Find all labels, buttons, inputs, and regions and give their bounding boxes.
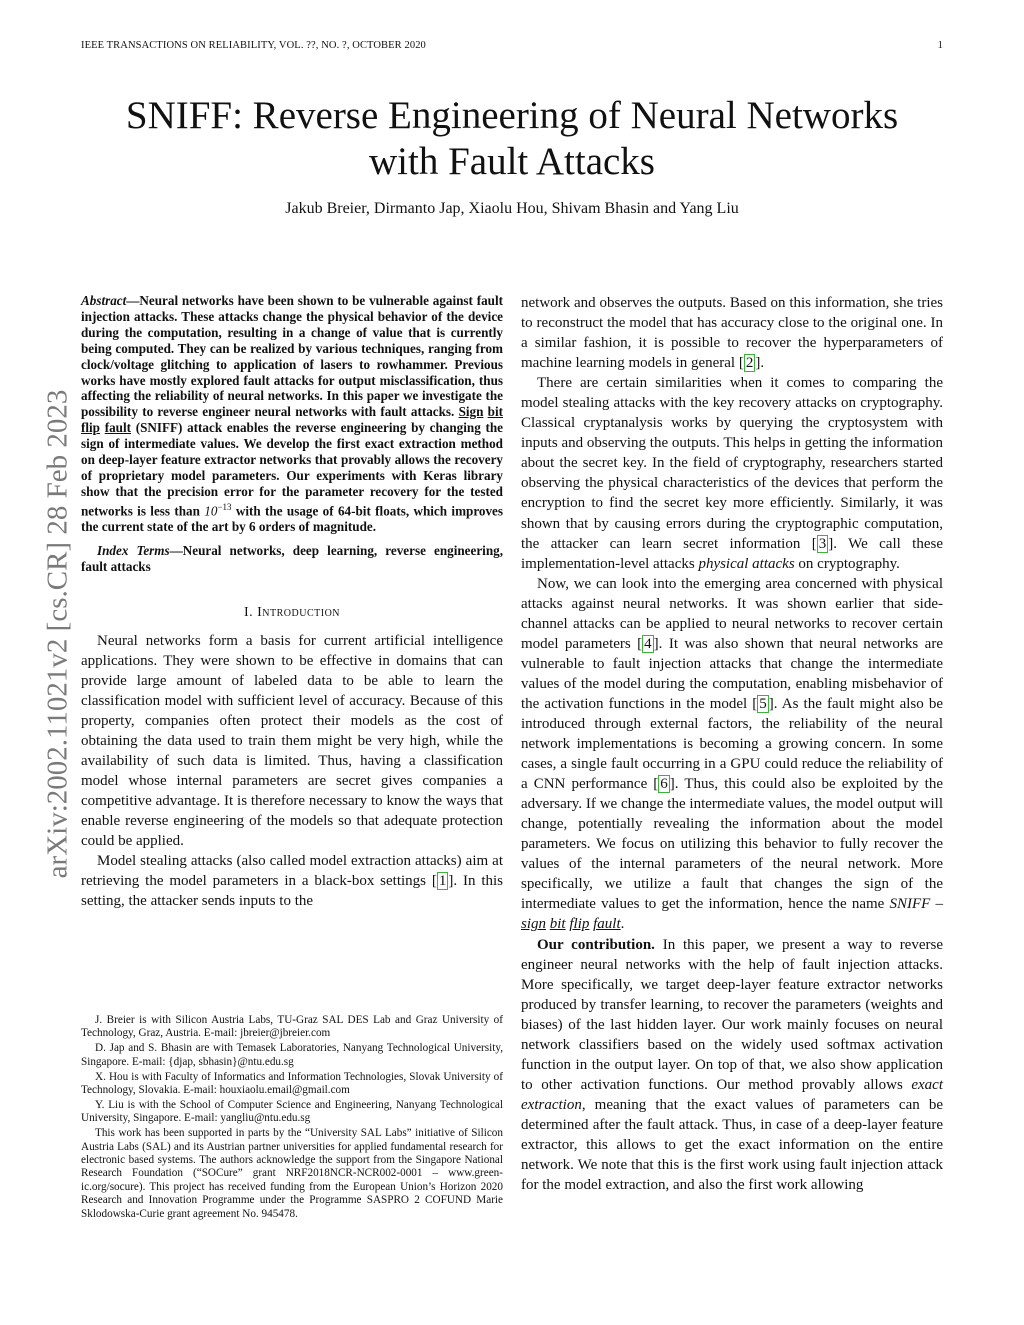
footnote-liu: Y. Liu is with the School of Computer Science and Engineering, Nanyang Technological University, Singapore. E-mail: yangliu@ntu.edu.sg xyxy=(81,1098,503,1125)
title-line-2: with Fault Attacks xyxy=(369,140,655,183)
index-terms-label: Index Terms xyxy=(97,542,170,558)
footnotes xyxy=(81,1013,503,1223)
right-paragraph-2: There are certain similarities when it comes to comparing the model stealing attacks with the key recovery attacks on cryptography. Classical cryptanalysis works by querying the cryptosystem with inputs and observing the outputs. This helps in getting the information about the secret key. In the field of cryptography, researchers started observing the physical characteristics of the devices that perform the encryption to find the secret key more efficiently. Similarly, it was shown that by causing errors during the cryptographic computation, the attacker can learn secret information [ 3 ]. We call these implementation-level attacks physical attacks on cryptography. xyxy=(521,375,943,572)
contribution-label: Our contribution. xyxy=(537,936,655,953)
text-run: on cryptography. xyxy=(794,555,900,572)
text-run: . As the fault might also be introduced through external factors, the reliability of the neural network implementations is becoming a growing concern. In some cases, a single fault occurring in a GPU could reduce the reliability of a CNN performance xyxy=(521,695,944,793)
text-run: network and observes the outputs. Based on this information, she tries to reconstruct the model that has accuracy close to the original one. In a similar fashion, it is possible to recover the hyperparameters of machine learning models in general xyxy=(521,295,943,372)
acronym-bit: bit xyxy=(487,404,503,420)
intro-paragraph-1: Neural networks form a basis for current artificial intelligence applications. They were shown to be effective in domains that can provide large amount of labeled data to be able to learn the classification model with sufficient level of accuracy. Because of this property, companies often protect their models as the cost of obtaining the data used to train them might be very high, while the availability of such data is limited. Thus, having a classification model whose internal parameters are secret gives companies a competitive advantage. It is therefore necessary to know the ways that enable reverse engineering of the models so that adequate protection could be applied. xyxy=(81,632,503,850)
text-run: In this paper, we present a way to reverse engineer neural networks with the help of fault injection attacks. More specifically, we target deep-layer feature extractor networks produced by transfer learning, to recover the parameters (weights and biases) of the last hidden layer. Our work mainly focuses on neural network classifiers based on the widely used softmax activation function in the output layer. On top of that, we also show application to other activation functions. Our method provably allows xyxy=(521,936,943,1093)
footnote-breier: J. Breier is with Silicon Austria Labs, TU-Graz SAL DES Lab and Graz University of Technology, Graz, Austria. E-mail: jbreier@jbreier.com xyxy=(81,1014,503,1040)
acronym-flip: flip xyxy=(81,420,100,436)
abstract xyxy=(81,293,503,535)
text-run: . We call these implementation-level attacks xyxy=(521,535,943,572)
emphasis: physical attacks xyxy=(698,555,795,572)
citation-link[interactable]: 6 xyxy=(660,776,668,793)
citation-link[interactable]: 2 xyxy=(745,355,754,372)
page-number: 1 xyxy=(937,40,943,51)
intro-paragraph-2: Model stealing attacks (also called model extraction attacks) aim at retrieving the model parameters in a black-box settings [ 1 ]. In this setting, the attacker sends inputs to the xyxy=(81,853,503,910)
text-run: Model stealing attacks (also called model extraction attacks) aim at retrieving the model parameters in a black-box settings xyxy=(81,853,503,890)
right-paragraph-3: Now, we can look into the emerging area concerned with physical attacks against neural networks. It was shown earlier that side-channel attacks can be applied to neural networks to recover certain model parameters [ 4 ]. It was also shown that neural networks are vulnerable to fault injection attacks that change the intermediate values of the model during the computation, enabling misbehavior of the activation functions in the model [ 5 ]. As the fault might also be introduced through external factors, the reliability of the neural network implementations is becoming a growing concern. In some cases, a single fault occurring in a GPU could reduce the reliability of a CNN performance [ 6 ]. Thus, this could also be exploited by the adversary. If we change the intermediate values, the model output will change, potentially revealing the information about the model parameters. We focus on utilizing this behavior to fully recover the values of the internal parameters of the neural network. More specifically, we utilize a fault that changes the sign of the intermediate values to get the information, hence the name SNIFF – sign bit flip fault. xyxy=(521,575,944,933)
right-paragraph-1: network and observes the outputs. Based on this information, she tries to reconstruct the model that has accuracy close to the original one. In a similar fashion, it is possible to recover the hyperparameters of machine learning models in general [ 2 ]. xyxy=(521,295,943,372)
paper-title xyxy=(81,93,943,185)
text-run: , meaning that the exact values of parameters can be determined after the fault attack. Thus, in case of a deep-layer feature extractor, this allows to get the exact information on the entire network. We note that this is the first work using fault injection attack for the model extraction, and also the first work allowing xyxy=(521,1096,943,1194)
footnote-hou: X. Hou is with Faculty of Informatics and Information Technologies, Slovak University of Technology, Slovakia. E-mail: houxiaolu.email@gmail.com xyxy=(81,1070,503,1097)
index-terms-dash: — xyxy=(169,542,183,558)
citation-link[interactable]: 5 xyxy=(759,695,767,712)
citation-link[interactable]: 3 xyxy=(818,535,827,552)
text-run: There are certain similarities when it comes to comparing the model stealing attacks with the key recovery attacks on cryptography. Classical cryptanalysis works by querying the cryptosystem with inputs and observing the outputs. This helps in getting the information about the secret key. In the field of cryptography, researchers started observing the physical characteristics of the devices that perform the encryption to find the secret key more efficiently. Similarly, it was shown that by causing errors during the cryptographic computation, the attacker can learn secret information xyxy=(521,375,943,552)
text-run: . xyxy=(760,355,765,372)
section-title: Introduction xyxy=(257,604,341,620)
abstract-dash: — xyxy=(126,293,140,308)
text-run: Now, we can look into the emerging area concerned with physical attacks against neural networks. It was shown earlier that side-channel attacks can be applied to neural networks to recover certain model parameters xyxy=(521,575,943,652)
abstract-label: Abstract xyxy=(81,293,127,308)
acronym-sign: Sign xyxy=(458,404,484,420)
abstract-text-a: Neural networks have been shown to be vulnerable against fault injection attacks. These attacks change the physical behavior of the device during the computation, resulting in a change of value that is currently being computed. They can be realized by various techniques, ranging from clock/voltage glitching to application of lasers to rowhammer. Previous works have mostly explored fault attacks for output misclassification, thus affecting the reliability of neural networks. In this paper we investigate the possibility to reverse engineer neural networks with fault attacks. xyxy=(81,293,503,420)
section-numeral: I. xyxy=(243,604,254,620)
acronym-sign: sign xyxy=(521,916,547,933)
abstract-text-b: (SNIFF) attack enables the reverse engineering by changing the sign of intermediate values. We develop the first exact extraction method on deep-layer feature extractor networks that provably allows the recovery of proprietary model parameters. Our experiments with Keras library show that the precision error for the parameter recovery for the tested networks is less than xyxy=(81,420,503,519)
acronym-fault: fault xyxy=(593,916,621,933)
emphasis: exact extraction xyxy=(521,1076,943,1113)
journal-header: IEEE TRANSACTIONS ON RELIABILITY, VOL. ??, NO. ?, OCTOBER 2020 xyxy=(81,40,426,51)
text-run: . Thus, this could also be exploited by the adversary. If we change the intermediate values, the model output will change, potentially revealing the information about the model parameters. We focus on utilizing this behavior to fully recover the values of the internal parameters of the neural network. More specifically, we utilize a fault that changes the sign of the intermediate values to get the information, hence the name xyxy=(521,776,943,913)
footnote-funding: This work has been supported in parts by the “University SAL Labs” initiative of Silicon Austria Labs (SAL) and its Austrian partner universities for applied fundamental research for electronic based systems. The authors acknowledge the support from the Singapore National Research Foundation (“SOCure” grant NRF2018NCR-NCR002-0001 – www.green-ic.org/socure). This project has received funding from the European Union’s Horizon 2020 Research and Innovation Programme under the Programme SASPRO 2 COFUND Marie Sklodowska-Curie grant agreement No. 945478. xyxy=(81,1127,503,1220)
text-run: . In this setting, the attacker sends inputs to the xyxy=(81,873,503,910)
title-line-1: SNIFF: Reverse Engineering of Neural Networks xyxy=(125,94,899,137)
citation-link[interactable]: 4 xyxy=(644,635,652,652)
math-exponent: −13 xyxy=(217,501,232,512)
math-base: 10 xyxy=(204,503,218,519)
right-column xyxy=(521,293,943,1195)
index-terms xyxy=(81,543,503,575)
abstract-text-c: with the usage of 64-bit floats, which improves the current state of the art by 6 orders of magnitude. xyxy=(81,503,504,535)
arxiv-identifier: arXiv:2002.11021v2 [cs.CR] 28 Feb 2023 xyxy=(41,389,74,879)
text-run: . It was also shown that neural networks are vulnerable to fault injection attacks that change the intermediate values of the model during the computation, enabling misbehavior of the activation functions in the model xyxy=(521,635,943,712)
acronym-bit: bit xyxy=(549,916,566,933)
acronym-fault: fault xyxy=(104,420,131,436)
footnote-jap-bhasin: D. Jap and S. Bhasin are with Temasek Laboratories, Nanyang Technological University, Singapore. E-mail: {djap, sbhasin}@ntu.edu.sg xyxy=(81,1042,503,1068)
citation-link[interactable]: 1 xyxy=(438,873,447,890)
acronym-flip: flip xyxy=(569,916,590,933)
text-run: . xyxy=(620,916,625,933)
left-column xyxy=(81,293,503,911)
emphasis: SNIFF – xyxy=(889,896,943,913)
index-terms-text: Neural networks, deep learning, reverse engineering, fault attacks xyxy=(81,542,503,574)
author-list: Jakub Breier, Dirmanto Jap, Xiaolu Hou, Shivam Bhasin and Yang Liu xyxy=(285,200,739,217)
section-heading xyxy=(81,605,503,621)
contribution-paragraph xyxy=(521,935,943,1196)
